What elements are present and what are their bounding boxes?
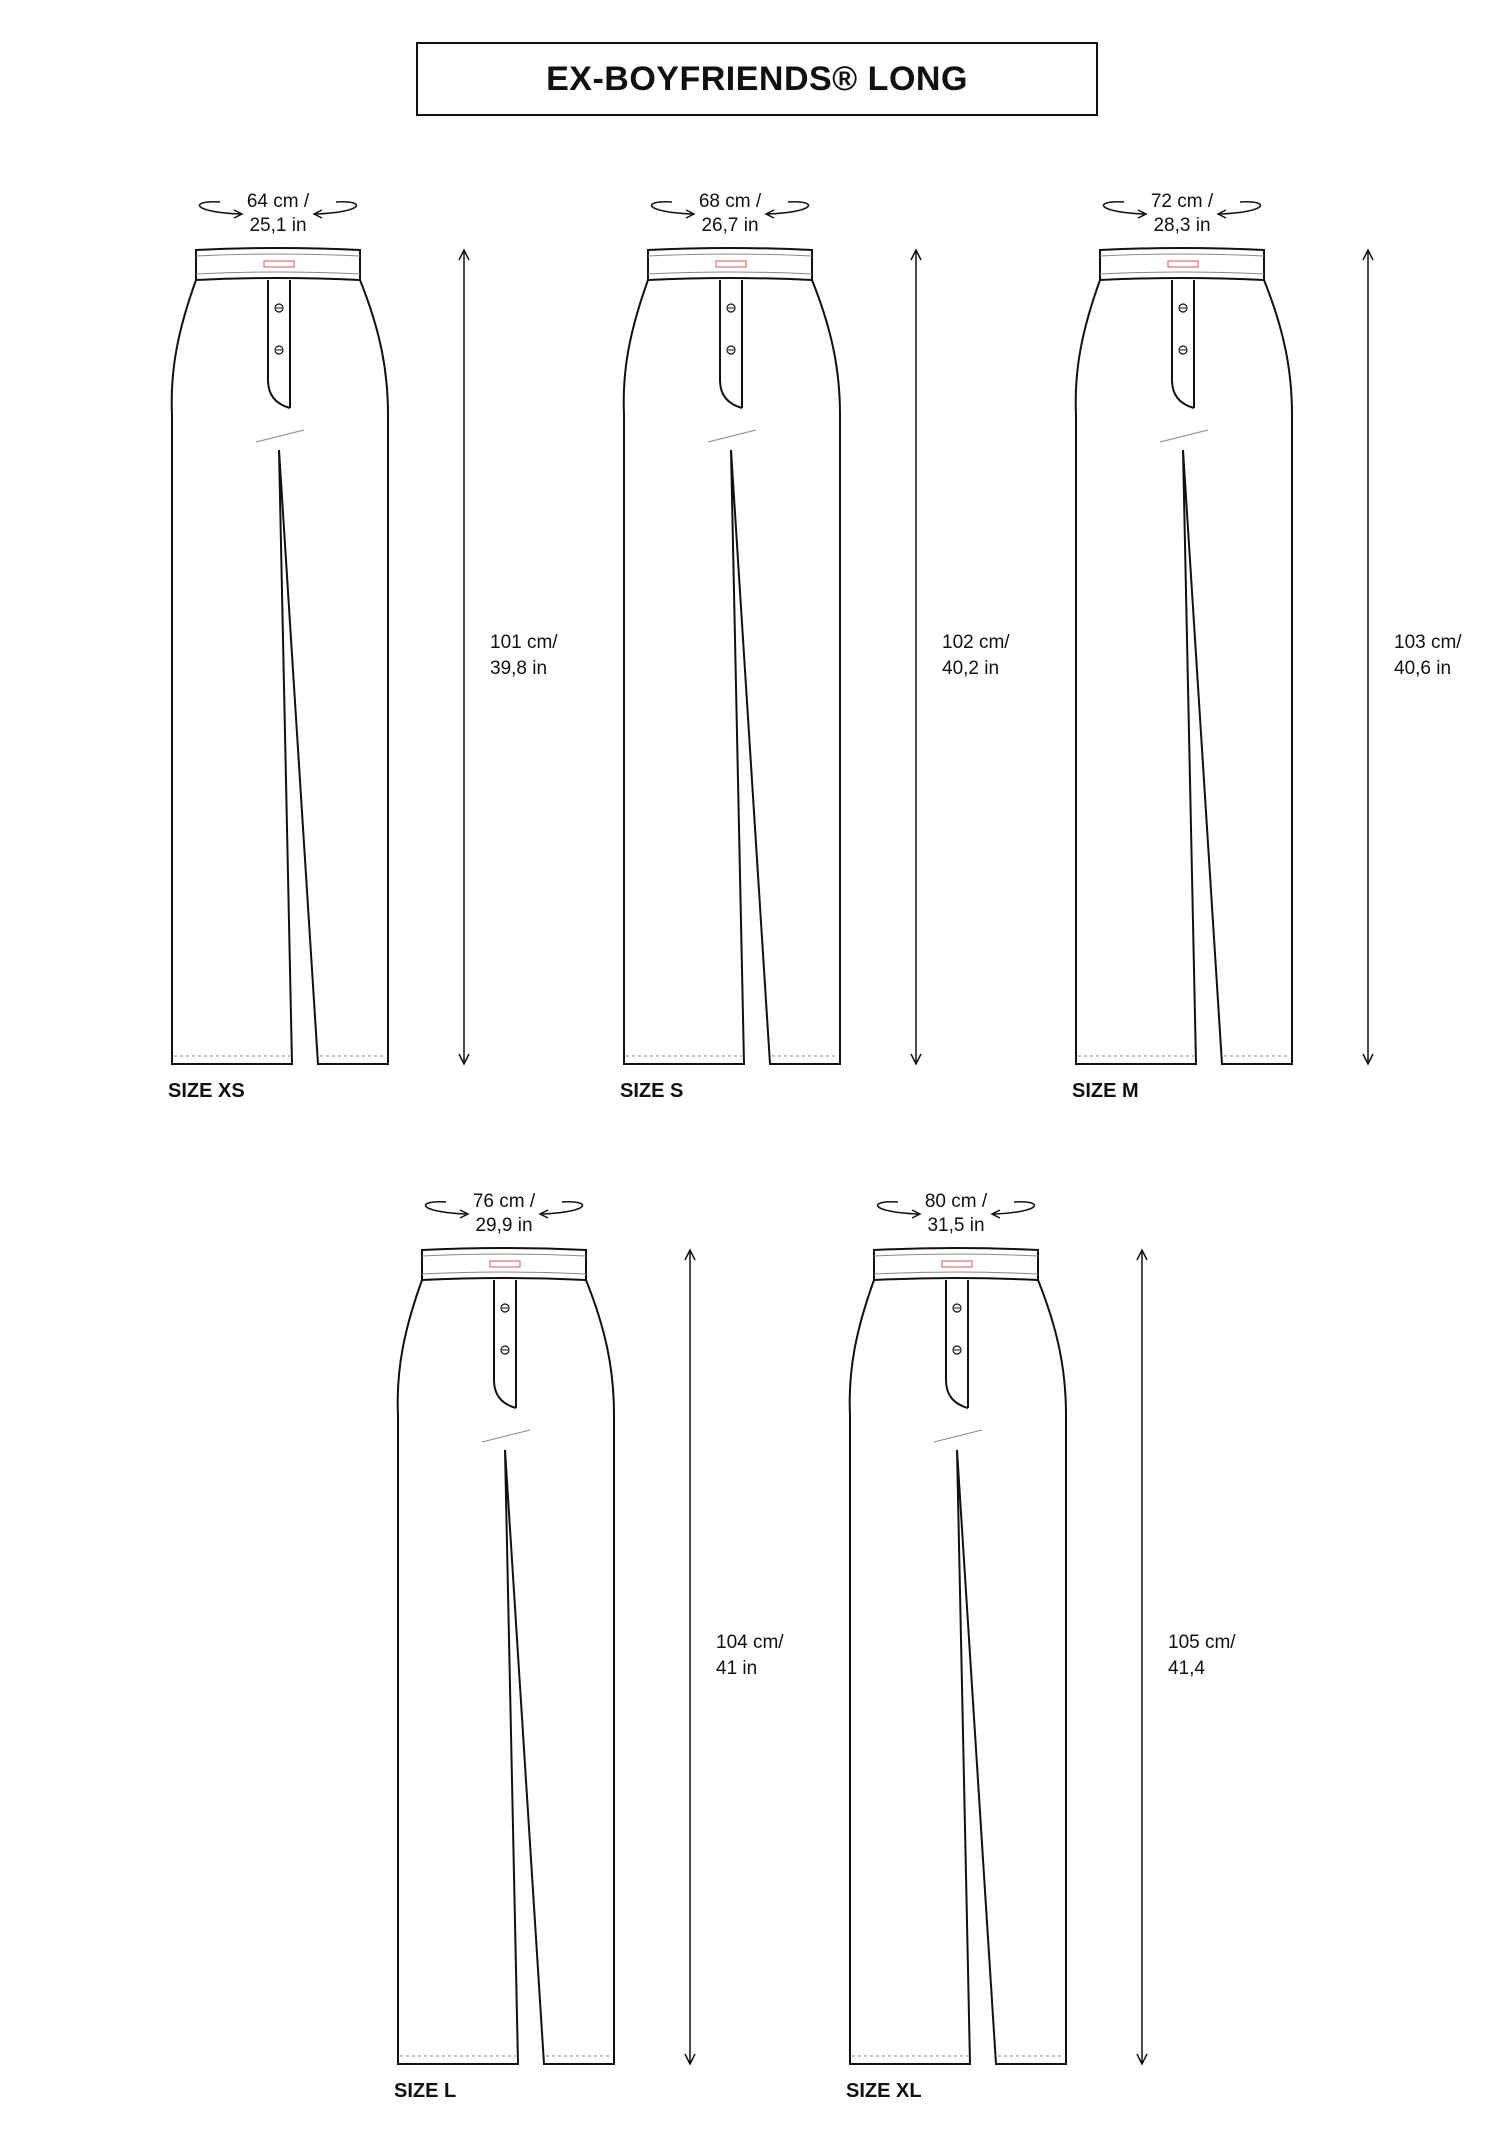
waistband-stitch-top	[1100, 254, 1264, 256]
waist-in: 29,9 in	[475, 1215, 533, 1236]
crotch-seam	[482, 1430, 530, 1442]
crotch-seam	[256, 430, 304, 442]
brand-tag	[264, 261, 294, 267]
length-in: 40,2 in	[942, 658, 1000, 679]
pants-silhouette	[398, 1280, 614, 2064]
brand-tag	[716, 261, 746, 267]
waist-in: 31,5 in	[927, 1215, 985, 1236]
size-card-xl	[846, 1190, 1266, 2130]
fly-placket	[720, 280, 742, 408]
crotch-seam	[708, 430, 756, 442]
waist-cm: 80 cm /	[924, 1191, 988, 1212]
pants-outline-group	[398, 1202, 695, 2064]
waistband-stitch-bottom	[196, 272, 360, 274]
length-in: 39,8 in	[490, 658, 548, 679]
waistband-stitch-bottom	[874, 1272, 1038, 1274]
waist-measurement	[1072, 190, 1292, 238]
pants-outline-group	[172, 202, 469, 1064]
size-card-xs	[168, 190, 588, 1130]
brand-tag	[490, 1261, 520, 1267]
pants-outline-group	[624, 202, 921, 1064]
title-box	[416, 42, 1098, 116]
length-in: 41 in	[716, 1658, 758, 1679]
waist-measurement	[846, 1190, 1066, 1238]
waistband	[648, 248, 812, 280]
waistband	[196, 248, 360, 280]
brand-tag	[942, 1261, 972, 1267]
pants-silhouette	[850, 1280, 1066, 2064]
waistband	[1100, 248, 1264, 280]
waist-cm: 64 cm /	[246, 191, 310, 212]
waistband-stitch-top	[874, 1254, 1038, 1256]
waistband-stitch-bottom	[648, 272, 812, 274]
length-in: 40,6 in	[1394, 658, 1452, 679]
length-measurement	[716, 1630, 826, 1682]
size-label: SIZE XS	[168, 1080, 245, 1102]
waist-in: 26,7 in	[701, 215, 759, 236]
length-in: 41,4	[1168, 1658, 1205, 1679]
size-card-l	[394, 1190, 814, 2130]
waistband-stitch-bottom	[1100, 272, 1264, 274]
size-label: SIZE L	[394, 2080, 457, 2102]
waist-measurement	[168, 190, 388, 238]
waist-cm: 68 cm /	[698, 191, 762, 212]
length-measurement	[1394, 630, 1504, 682]
waistband-stitch-bottom	[422, 1272, 586, 1274]
pants-silhouette	[624, 280, 840, 1064]
size-card-s	[620, 190, 1040, 1130]
fly-placket	[1172, 280, 1194, 408]
crotch-seam	[1160, 430, 1208, 442]
length-measurement	[942, 630, 1052, 682]
fly-placket	[268, 280, 290, 408]
size-card-m	[1072, 190, 1492, 1130]
pants-silhouette	[172, 280, 388, 1064]
pants-outline-group	[850, 1202, 1147, 2064]
length-cm: 104 cm/	[716, 1632, 784, 1653]
waist-measurement	[620, 190, 840, 238]
fly-placket	[494, 1280, 516, 1408]
waist-in: 25,1 in	[249, 215, 307, 236]
waistband	[422, 1248, 586, 1280]
waistband-stitch-top	[648, 254, 812, 256]
crotch-seam	[934, 1430, 982, 1442]
waistband	[874, 1248, 1038, 1280]
size-label: SIZE M	[1072, 1080, 1139, 1102]
waist-measurement	[394, 1190, 614, 1238]
size-label: SIZE XL	[846, 2080, 922, 2102]
brand-tag	[1168, 261, 1198, 267]
size-label: SIZE S	[620, 1080, 684, 1102]
length-cm: 105 cm/	[1168, 1632, 1236, 1653]
pants-silhouette	[1076, 280, 1292, 1064]
length-cm: 102 cm/	[942, 632, 1010, 653]
waist-cm: 72 cm /	[1150, 191, 1214, 212]
waistband-stitch-top	[422, 1254, 586, 1256]
length-cm: 101 cm/	[490, 632, 558, 653]
page-title: EX-BOYFRIENDS® LONG	[546, 59, 968, 98]
length-measurement	[1168, 1630, 1278, 1682]
pants-outline-group	[1076, 202, 1373, 1064]
waistband-stitch-top	[196, 254, 360, 256]
fly-placket	[946, 1280, 968, 1408]
waist-in: 28,3 in	[1153, 215, 1211, 236]
waist-cm: 76 cm /	[472, 1191, 536, 1212]
length-measurement	[490, 630, 600, 682]
length-cm: 103 cm/	[1394, 632, 1462, 653]
